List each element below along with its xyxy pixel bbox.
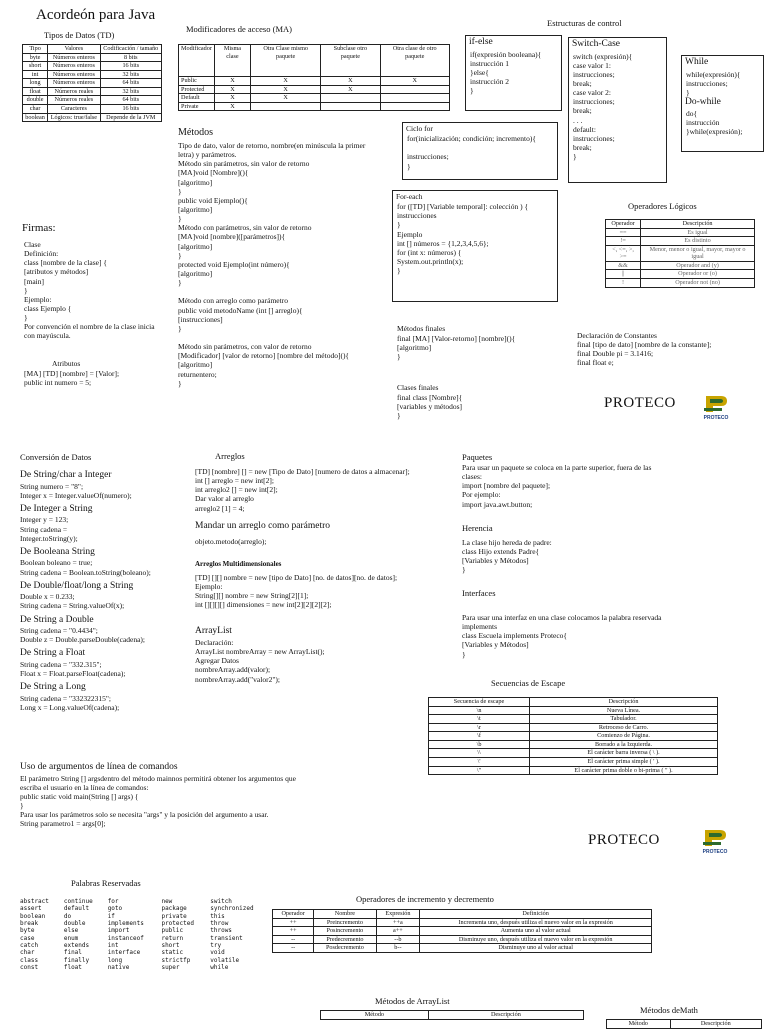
palabras-cell: class	[20, 956, 39, 964]
palabras-cell: while	[210, 963, 229, 971]
tipos-title: Tipos de Datos (TD)	[44, 30, 115, 40]
palabras-row	[20, 898, 274, 905]
palabras-cell: protected	[161, 919, 194, 927]
metodos-text: Tipo de dato, valor de retorno, nombre(en minúscula la primer letra) y parámetros. Método sin parámetros, sin valor de retorno [MA]void [Nombre](){ [algoritmo] } public void Ejemplo(){ [algoritmo] } Método con parámetros, sin valor de retorno [MA]void [nombre]([parámetros]){ [algoritmo] } protected void Ejemplo(int número){ [algoritmo] } Método con arreglo como parámetro public void metodoName (int [] arreglo){ [instrucciones] } Método sin parámetros, con valor de retorno [Modificador] [valor de retorno] [nombre del método](){ [algoritmo] returnentero; }	[178, 141, 366, 388]
palabras-cell: package	[161, 905, 187, 913]
foreach-code: for ([TD] [Variable temporal]: colección ) { instrucciones } Ejemplo int [] números = {1,2,3,4,5,6}; for (int x: números) { System.out.println(x); }	[397, 202, 529, 276]
herencia-title: Herencia	[462, 523, 493, 533]
logicos-cell: ||	[606, 270, 641, 279]
herencia-text: La clase hijo hereda de padre: class Hijo extends Padre{ [Variables y Métodos] }	[462, 538, 552, 575]
palabras-row	[20, 949, 274, 956]
conversion-item-code: Integer y = 123; String cadena = Integer.toString(y);	[20, 515, 78, 543]
palabras-cell: import	[107, 927, 130, 935]
logicos-cell: ==	[606, 228, 641, 237]
palabras-cell: catch	[20, 941, 39, 949]
palabras-row	[20, 964, 274, 971]
palabras-cell: break	[20, 919, 39, 927]
conversion-item-title: De String a Float	[20, 648, 86, 659]
escape-row	[429, 766, 718, 775]
palabras-cell: transient	[210, 934, 243, 942]
modificadores-cell: X	[214, 102, 250, 111]
while-box	[681, 55, 764, 152]
modificadores-cell	[321, 94, 380, 103]
modificadores-cell	[380, 85, 450, 94]
tipos-cell: float	[23, 87, 48, 96]
palabras-row	[20, 927, 274, 934]
logicos-cell: Operador and (y)	[641, 261, 755, 270]
metodos-math-title: Métodos deMath	[640, 1005, 698, 1015]
logicos-row	[606, 245, 755, 261]
modificadores-cell: X	[251, 77, 321, 86]
palabras-cell: private	[161, 912, 187, 920]
escape-title: Secuencias de Escape	[491, 678, 566, 688]
clases-finales-text: final class [Nombre]{ [variables y métodos] }	[397, 393, 463, 421]
dowhile-title: Do-while	[685, 97, 721, 107]
argumentos-text: El parámetro String [] argsdentro del método mainnos permitirá obtener los argumentos que escriba el usuario en la línea de comandos: public static void main(String [] args) { } Para usar los parámetros solo se necesita "args" y la posición del argumento a usar. String parametro1 = args[0];	[20, 773, 296, 829]
palabras-cell: const	[20, 963, 39, 971]
incremento-cell: --	[273, 944, 314, 953]
tipos-row	[23, 70, 162, 79]
tipos-cell: 64 bits	[100, 96, 161, 105]
tipos-cell: Números enteros	[48, 62, 100, 71]
foreach-title: For-each	[396, 192, 423, 201]
incremento-cell: --b	[376, 935, 420, 944]
tipos-row	[23, 87, 162, 96]
interfaces-text: Para usar una interfaz en una clase colocamos la palabra reservada implements class Escuela implements Proteco{ [Variables y Métodos] }	[462, 613, 662, 659]
modificadores-header: Otra Clase mismo paquete	[251, 45, 321, 77]
conversion-item-title: De Integer a String	[20, 503, 93, 514]
logicos-cell: Es igual	[641, 228, 755, 237]
modificadores-cell: Public	[179, 77, 215, 86]
tipos-row	[23, 79, 162, 88]
logicos-table	[605, 219, 755, 288]
ifelse-box	[465, 35, 562, 111]
palabras-cell: if	[107, 912, 115, 920]
conversion-list	[20, 470, 200, 712]
incremento-header: Definición	[420, 910, 652, 919]
paquetes-title: Paquetes	[462, 452, 493, 462]
logicos-header: Operador	[606, 220, 641, 229]
arraylist-text: Declaración: ArrayList nombreArray = new ArrayList(); Agregar Datos nombreArray.add(valor); nombreArray.add("valor2");	[195, 638, 325, 684]
conversion-title: Conversión de Datos	[20, 452, 92, 462]
tipos-cell: Números enteros	[48, 53, 100, 62]
tipos-cell: Caracteres	[48, 104, 100, 113]
modificadores-cell	[380, 94, 450, 103]
conversion-item-title: De Booleana String	[20, 546, 95, 557]
paquetes-text: Para usar un paquete se coloca en la parte superior, fuera de las clases: import [nombre del paquete]; Por ejemplo: import java.awt.button;	[462, 463, 652, 509]
palabras-cell: native	[107, 963, 130, 971]
firmas-title: Firmas:	[22, 222, 56, 234]
incremento-row	[273, 944, 652, 953]
incremento-row	[273, 918, 652, 927]
palabras-cell: instanceof	[107, 934, 144, 942]
palabras-cell: void	[210, 949, 225, 957]
metodos-title: Métodos	[178, 127, 213, 138]
modificadores-cell: X	[214, 85, 250, 94]
logicos-cell: !=	[606, 237, 641, 246]
modificadores-row	[179, 102, 450, 111]
incremento-title: Operadores de incremento y decremento	[356, 894, 494, 904]
tipos-cell: Depende de la JVM	[100, 113, 161, 122]
tipos-table	[22, 44, 162, 122]
tipos-cell: byte	[23, 53, 48, 62]
incremento-cell: a++	[376, 927, 420, 936]
palabras-row	[20, 920, 274, 927]
palabras-cell: goto	[107, 905, 123, 913]
tipos-row	[23, 62, 162, 71]
arreglos-text: [TD] [nombre] [] = new [Tipo de Dato] [numero de datos a almacenar]; int [] arreglo = new int[2]; int arreglo2 [] = new int[2]; Dar valor al arreglo arreglo2 [1] = 4;	[195, 467, 410, 513]
incremento-cell: ++a	[376, 918, 420, 927]
palabras-row	[20, 935, 274, 942]
logicos-title: Operadores Lógicos	[628, 201, 697, 211]
logicos-cell: Operador or (o)	[641, 270, 755, 279]
modificadores-cell	[321, 102, 380, 111]
palabras-cell: enum	[63, 934, 79, 942]
escape-row	[429, 732, 718, 741]
tipos-cell: Lógicos: true/false	[48, 113, 100, 122]
palabras-cell: default	[63, 905, 90, 913]
escape-cell: Borrado a la Izquierda.	[530, 740, 718, 749]
svg-text:PROTECO: PROTECO	[702, 849, 728, 854]
ifelse-title: if-else	[469, 37, 493, 47]
incremento-cell: Aumenta uno al valor actual	[420, 927, 652, 936]
proteco-logo-top	[604, 394, 676, 412]
palabras-cell: continue	[63, 898, 93, 905]
palabras-row	[20, 905, 274, 912]
palabras-cell: this	[210, 912, 225, 920]
escape-cell: El carácter prima simple ( ' ).	[530, 757, 718, 766]
incremento-table	[272, 909, 652, 953]
palabras-cell: volatile	[210, 956, 240, 964]
palabras-cell: abstract	[20, 898, 49, 905]
tipos-header: Tipo	[23, 45, 48, 54]
proteco-name: PROTECO	[604, 395, 676, 411]
clases-finales-title: Clases finales	[397, 383, 439, 392]
modificadores-cell	[380, 102, 450, 111]
logicos-row	[606, 261, 755, 270]
dowhile-code: do{ instrucción }while(expresión);	[686, 108, 743, 136]
conversion-item-code: String cadena = "332.315"; Float x = Float.parseFloat(cadena);	[20, 660, 126, 679]
tipos-cell: 16 bits	[100, 104, 161, 113]
escape-cell: \n	[429, 706, 530, 715]
incremento-cell: Preincremento	[314, 918, 376, 927]
modificadores-cell: X	[321, 77, 380, 86]
escape-header: Descripción	[530, 698, 718, 707]
metodos-arraylist-header: Método	[321, 1011, 429, 1020]
metodos-arraylist-header: Descripción	[428, 1011, 583, 1020]
escape-cell: El carácter barra inversa ( \ ).	[530, 749, 718, 758]
modificadores-cell: Protected	[179, 85, 215, 94]
conversion-item-title: De String/char a Integer	[20, 470, 112, 480]
metodos-math-header: Descripción	[670, 1020, 761, 1029]
palabras-cell: long	[107, 956, 123, 964]
escape-cell: Retroceso de Carro.	[530, 723, 718, 732]
atributos-title: Atributos	[52, 359, 81, 368]
palabras-cell: int	[107, 941, 119, 949]
foreach-box	[392, 190, 558, 302]
escape-cell: Tabulador.	[530, 715, 718, 724]
logicos-cell: Operador not (no)	[641, 278, 755, 287]
palabras-cell: try	[210, 941, 222, 949]
incremento-cell: Disminuye uno, después utiliza el nuevo valor en la expresión	[420, 935, 652, 944]
tipos-cell: char	[23, 104, 48, 113]
tipos-cell: 8 bits	[100, 53, 161, 62]
metodos-arraylist-title: Métodos de ArrayList	[375, 996, 450, 1006]
logicos-cell: Es distinto	[641, 237, 755, 246]
modificadores-cell: Private	[179, 102, 215, 111]
palabras-cell: public	[161, 927, 184, 935]
escape-row	[429, 749, 718, 758]
modificadores-cell: X	[251, 94, 321, 103]
palabras-cell: synchronized	[210, 905, 254, 913]
tipos-cell: Números enteros	[48, 79, 100, 88]
svg-text:PROTECO: PROTECO	[703, 415, 729, 420]
modificadores-row	[179, 94, 450, 103]
escape-cell: Nueva Línea.	[530, 706, 718, 715]
modificadores-header: Subclase otro paquete	[321, 45, 380, 77]
ciclofor-title: Ciclo for	[406, 124, 433, 133]
tipos-header: Valores	[48, 45, 100, 54]
tipos-cell: 64 bits	[100, 79, 161, 88]
mandar-title: Mandar un arreglo como parámetro	[195, 521, 331, 531]
palabras-cell: char	[20, 949, 35, 957]
conversion-item-code: String cadena = "0.4434"; Double z = Double.parseDouble(cadena);	[20, 626, 146, 645]
palabras-cell: strictfp	[161, 956, 191, 964]
incremento-cell: Disminuye uno al valor actual	[420, 944, 652, 953]
escape-cell: El carácter prima doble o bi-prima ( " ).	[530, 766, 718, 775]
tipos-cell: 32 bits	[100, 87, 161, 96]
palabras-title: Palabras Reservadas	[71, 878, 141, 888]
escape-row	[429, 740, 718, 749]
conversion-item-code: Boolean boleano = true; String cadena = Boolean.toString(boleano);	[20, 558, 151, 577]
mandar-text: objeto.metodo(arreglo);	[195, 537, 267, 546]
escape-cell: \"	[429, 766, 530, 775]
palabras-cell: final	[63, 949, 82, 957]
ifelse-code: if(expresión booleana){ instrucción 1 }else{ instrucción 2 }	[470, 49, 542, 96]
tipos-cell: Números reales	[48, 96, 100, 105]
incremento-row	[273, 935, 652, 944]
tipos-cell: Números enteros	[48, 70, 100, 79]
escape-cell: \b	[429, 740, 530, 749]
logicos-cell: &&	[606, 261, 641, 270]
multi-text: [TD] [][] nombre = new [tipo de Dato] [no. de datos][no. de datos]; Ejemplo: String[][] nombre = new String[2][1]; int [][][][] dimensiones = new int[2][2][2][2];	[195, 573, 398, 610]
escape-cell: \t	[429, 715, 530, 724]
conversion-item-title: De String a Double	[20, 614, 94, 625]
tipos-cell: Números reales	[48, 87, 100, 96]
incremento-row	[273, 927, 652, 936]
conversion-item-title: De Double/float/long a String	[20, 580, 134, 591]
argumentos-block	[20, 762, 300, 828]
logicos-row	[606, 270, 755, 279]
constantes-title: Declaración de Constantes	[577, 331, 657, 340]
modificadores-table	[178, 44, 450, 111]
escape-cell: Comienzo de Página.	[530, 732, 718, 741]
escape-row	[429, 706, 718, 715]
modificadores-header: Modificador	[179, 45, 215, 77]
escape-cell: \'	[429, 757, 530, 766]
multi-title: Arreglos Multidimensionales	[195, 560, 282, 568]
page-title: Acordeón para Java	[36, 7, 156, 23]
palabras-row	[20, 913, 274, 920]
modificadores-header: Misma clase	[214, 45, 250, 77]
switch-box	[568, 37, 667, 183]
argumentos-title: Uso de argumentos de línea de comandos	[20, 762, 178, 772]
escape-header: Secuencia de escape	[429, 698, 530, 707]
escape-table	[428, 697, 718, 775]
modificadores-cell: X	[380, 77, 450, 86]
palabras-cell: throw	[210, 919, 229, 927]
incremento-cell: --	[273, 935, 314, 944]
switch-code: switch (expresión){ case valor 1: instrucciones; break; case valor 2: instrucciones; break; . . . default: instrucciones; break; }	[573, 51, 633, 162]
tipos-cell: double	[23, 96, 48, 105]
proteco-name-2: PROTECO	[588, 832, 660, 848]
incremento-cell: ++	[273, 918, 314, 927]
incremento-cell: Posdecremento	[314, 944, 376, 953]
modificadores-header: Otra clase de otro paquete	[380, 45, 450, 77]
incremento-cell: Predecremento	[314, 935, 376, 944]
palabras-cell: switch	[210, 898, 232, 905]
logicos-cell: !	[606, 278, 641, 287]
tipos-cell: 16 bits	[100, 62, 161, 71]
palabras-cell: super	[161, 963, 180, 971]
palabras-cell: boolean	[20, 912, 46, 920]
palabras-cell: implements	[107, 919, 144, 927]
tipos-cell: int	[23, 70, 48, 79]
logicos-row	[606, 228, 755, 237]
conversion-item-code: String numero = "8"; Integer x = Integer.valueOf(numero);	[20, 481, 132, 500]
palabras-cell: double	[63, 919, 86, 927]
incremento-cell: b--	[376, 944, 420, 953]
palabras-cell: interface	[107, 949, 141, 957]
palabras-cell: finally	[63, 956, 90, 964]
palabras-cell: float	[63, 963, 82, 971]
conversion-item-code: Double x = 0.233; String cadena = String.valueOf(x);	[20, 592, 125, 611]
modificadores-row	[179, 85, 450, 94]
palabras-cell: else	[63, 927, 79, 935]
metodos-finales-title: Métodos finales	[397, 324, 446, 333]
incremento-cell: Posincremento	[314, 927, 376, 936]
incremento-cell: Incrementa uno, después utiliza el nuevo valor en la expresión	[420, 918, 652, 927]
tipos-row	[23, 104, 162, 113]
escape-row	[429, 757, 718, 766]
tipos-cell: boolean	[23, 113, 48, 122]
escape-row	[429, 715, 718, 724]
metodos-math-header: Método	[607, 1020, 671, 1029]
palabras-cell: byte	[20, 927, 35, 935]
while-code: while(expresión){ instrucciones; }	[686, 69, 741, 97]
modificadores-cell: X	[214, 77, 250, 86]
proteco-logo-bottom	[588, 831, 660, 849]
tipos-row	[23, 53, 162, 62]
palabras-cell: assert	[20, 905, 42, 913]
ciclofor-box	[402, 122, 558, 180]
palabras-cell: new	[161, 898, 173, 905]
palabras-table	[20, 898, 274, 971]
palabras-cell: throws	[210, 927, 232, 935]
palabras-cell: extends	[63, 941, 90, 949]
tipos-row	[23, 96, 162, 105]
switch-title: Switch-Case	[572, 39, 621, 49]
estructuras-title: Estructuras de control	[547, 18, 622, 28]
modificadores-cell	[251, 102, 321, 111]
palabras-cell: short	[161, 941, 180, 949]
palabras-cell: do	[63, 912, 72, 920]
metodos-finales-text: final [MA] [Valor-retorno] [nombre](){ [algoritmo] }	[397, 334, 516, 362]
firmas-text: Clase Definición: class [nombre de la clase] { [atributos y métodos] [main] } Ejemplo: class Ejemplo { } Por convención el nombre de la clase inicia con mayúscula.	[24, 240, 155, 341]
escape-cell: \r	[429, 723, 530, 732]
tipos-cell: long	[23, 79, 48, 88]
logicos-row	[606, 278, 755, 287]
logicos-cell: Menor, menor o igual, mayor, mayor o igual	[641, 245, 755, 261]
modificadores-row	[179, 77, 450, 86]
incremento-header: Expresión	[376, 910, 420, 919]
modificadores-cell: X	[321, 85, 380, 94]
logicos-cell: <, <=, >, >=	[606, 245, 641, 261]
tipos-row	[23, 113, 162, 122]
escape-cell: \f	[429, 732, 530, 741]
ciclofor-code: for(inicialización; condición; incremento){ instrucciones; }	[407, 134, 536, 171]
incremento-header: Nombre	[314, 910, 376, 919]
palabras-cell: return	[161, 934, 184, 942]
tipos-header: Codificación / tamaño	[100, 45, 161, 54]
conversion-item-code: String cadena = "332322315"; Long x = Long.valueOf(cadena);	[20, 693, 120, 713]
logicos-row	[606, 237, 755, 246]
palabras-row	[20, 957, 274, 964]
modificadores-cell: Default	[179, 94, 215, 103]
interfaces-title: Interfaces	[462, 588, 496, 598]
constantes-block	[577, 331, 762, 368]
palabras-row	[20, 942, 274, 949]
proteco-seal-icon	[701, 390, 731, 420]
logicos-header: Descripción	[641, 220, 755, 229]
palabras-cell: case	[20, 934, 35, 942]
arreglos-title: Arreglos	[215, 451, 245, 461]
constantes-text: final [tipo de dato] [nombre de la constante]; final Double pi = 3.1416; final float e;	[577, 340, 712, 368]
modificadores-cell: X	[214, 94, 250, 103]
while-title: While	[685, 57, 709, 67]
atributos-text: [MA] [TD] [nombre] = [Valor]; public int numero = 5;	[24, 369, 120, 388]
proteco-seal-icon-2	[700, 824, 730, 854]
escape-cell: \\	[429, 749, 530, 758]
arraylist-title: ArrayList	[195, 626, 232, 636]
modificadores-title: Modificadores de acceso (MA)	[186, 24, 292, 34]
tipos-cell: 32 bits	[100, 70, 161, 79]
palabras-cell: static	[161, 949, 184, 957]
palabras-cell: for	[107, 898, 119, 905]
conversion-item-title: De String a Long	[20, 682, 86, 693]
incremento-header: Operador	[273, 910, 314, 919]
escape-row	[429, 723, 718, 732]
metodos-arraylist-table	[320, 1010, 584, 1020]
tipos-cell: short	[23, 62, 48, 71]
modificadores-cell: X	[251, 85, 321, 94]
incremento-cell: ++	[273, 927, 314, 936]
